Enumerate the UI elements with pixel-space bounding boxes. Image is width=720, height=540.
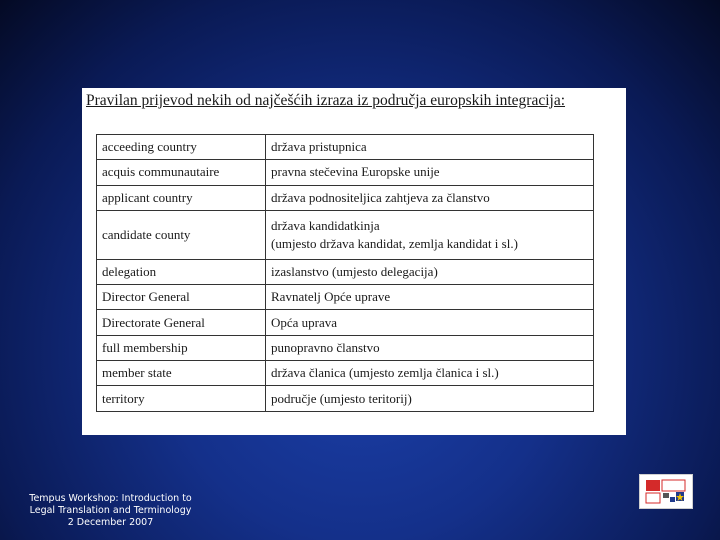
croatian-term: Opća uprava bbox=[266, 310, 594, 335]
table-row bbox=[97, 160, 594, 185]
croatian-term: pravna stečevina Europske unije bbox=[266, 160, 594, 185]
table-row bbox=[97, 259, 594, 284]
croatian-term-cell bbox=[266, 210, 594, 259]
english-term: candidate county bbox=[97, 210, 266, 259]
croatian-term: punopravno članstvo bbox=[266, 335, 594, 360]
english-term: Directorate General bbox=[97, 310, 266, 335]
tempus-flag-logo-icon bbox=[639, 474, 693, 509]
table-row bbox=[97, 135, 594, 160]
table-row bbox=[97, 361, 594, 386]
croatian-term: država kandidatkinja bbox=[271, 217, 380, 233]
table-row bbox=[97, 386, 594, 411]
english-term: delegation bbox=[97, 259, 266, 284]
english-term: acceeding country bbox=[97, 135, 266, 160]
croatian-term: izaslanstvo (umjesto delegacija) bbox=[266, 259, 594, 284]
terminology-table bbox=[96, 134, 594, 412]
table-row bbox=[97, 185, 594, 210]
english-term: full membership bbox=[97, 335, 266, 360]
english-term: member state bbox=[97, 361, 266, 386]
table-row bbox=[97, 285, 594, 310]
croatian-term: Ravnatelj Opće uprave bbox=[266, 285, 594, 310]
slide-footer bbox=[18, 493, 203, 529]
croatian-term: država podnositeljica zahtjeva za članstvo bbox=[266, 185, 594, 210]
table-row bbox=[97, 310, 594, 335]
footer-line: Tempus Workshop: Introduction to bbox=[29, 493, 192, 504]
croatian-term: država članica (umjesto zemlja članica i sl.) bbox=[266, 361, 594, 386]
table-heading: Pravilan prijevod nekih od najčešćih izraza iz područja europskih integracija: bbox=[86, 92, 566, 109]
footer-line: Legal Translation and Terminology bbox=[29, 505, 192, 516]
croatian-term: država pristupnica bbox=[266, 135, 594, 160]
table-row bbox=[97, 335, 594, 360]
croatian-term-note: (umjesto država kandidat, zemlja kandidat i sl.) bbox=[271, 235, 518, 251]
english-term: applicant country bbox=[97, 185, 266, 210]
english-term: acquis communautaire bbox=[97, 160, 266, 185]
table-row bbox=[97, 210, 594, 259]
english-term: territory bbox=[97, 386, 266, 411]
english-term: Director General bbox=[97, 285, 266, 310]
logo-graphic bbox=[640, 475, 692, 508]
footer-date: 2 December 2007 bbox=[67, 517, 154, 528]
terminology-image bbox=[82, 88, 626, 435]
croatian-term: područje (umjesto teritorij) bbox=[266, 386, 594, 411]
